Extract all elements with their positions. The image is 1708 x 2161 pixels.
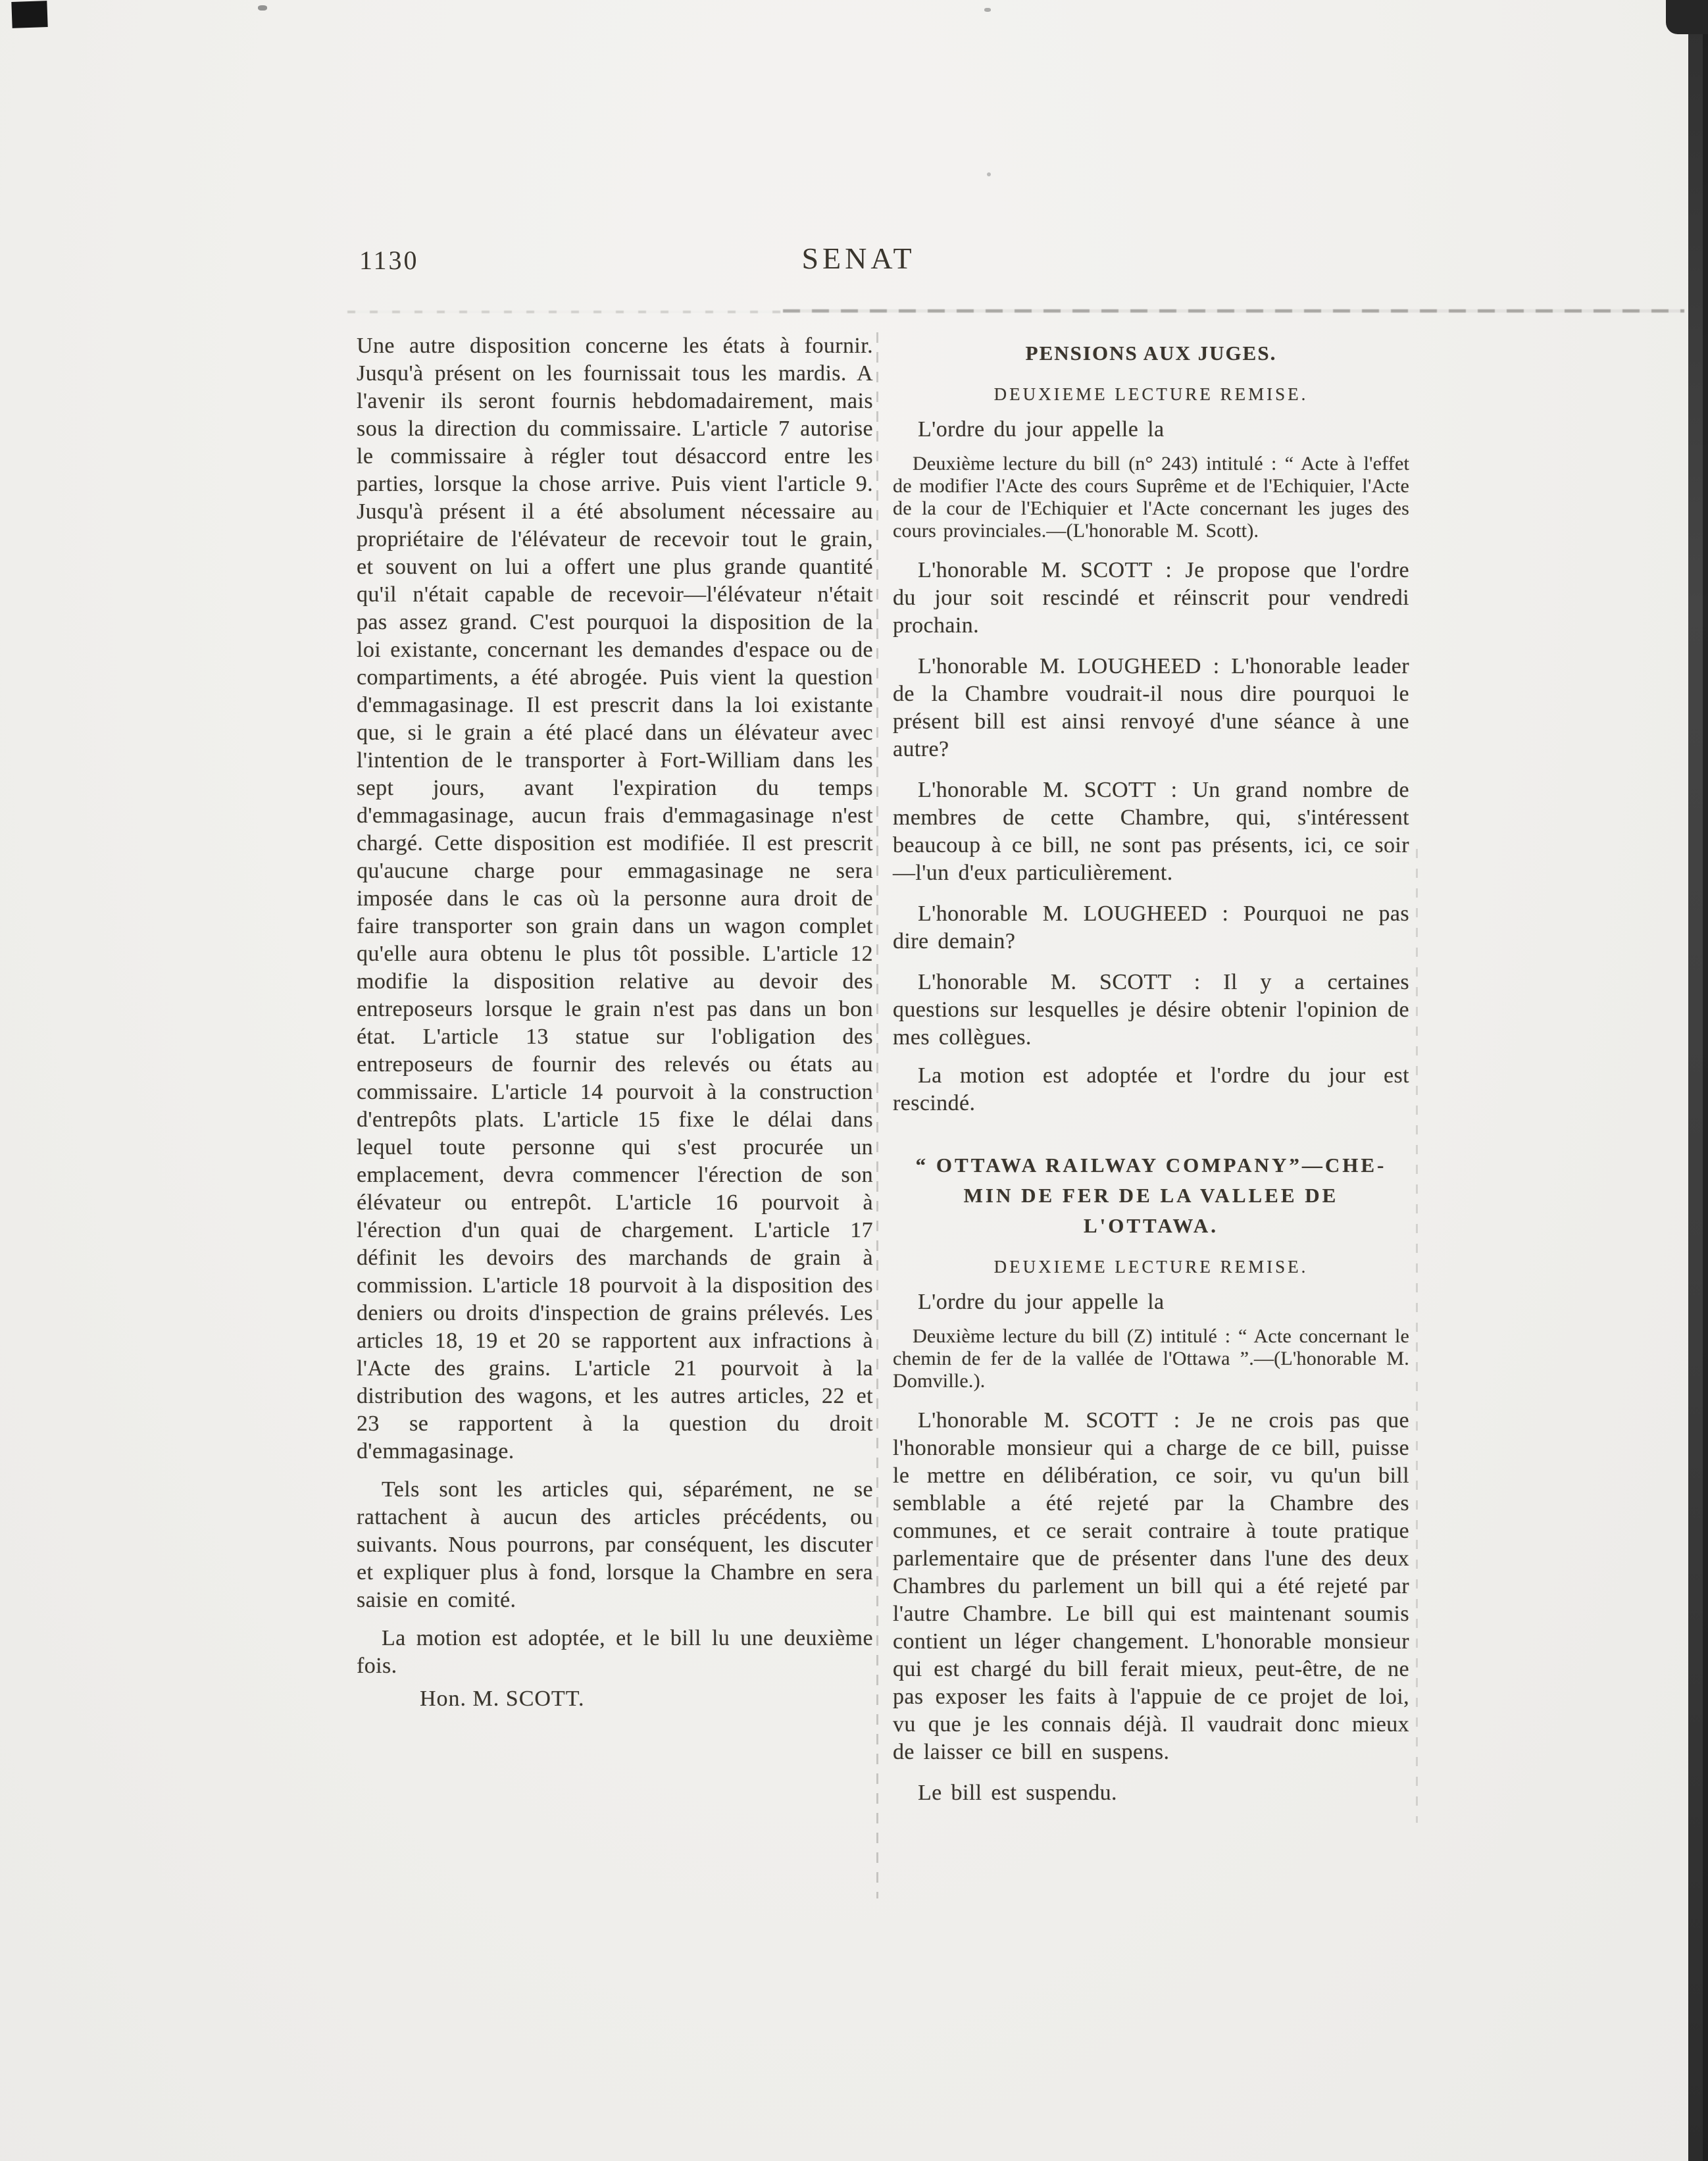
scan-edge-strip [1688, 0, 1708, 2161]
section-title-line: L'OTTAWA. [1083, 1214, 1219, 1237]
paragraph: L'ordre du jour appelle la [918, 1290, 1165, 1314]
paragraph: L'honorable M. LOUGHEED : Pourquoi ne pas dire demain? [893, 902, 1409, 953]
scan-speck [987, 172, 991, 176]
paragraph: L'ordre du jour appelle la [918, 417, 1165, 442]
scan-speck [984, 8, 991, 12]
scan-speck [258, 5, 267, 11]
bill-note: Deuxième lecture du bill (Z) intitulé : “ Acte concernant le chemin de fer de la vallée de l'Ottawa ”.—(L'honorable M. Domville.). [893, 1325, 1409, 1392]
paragraph: La motion est adoptée et l'ordre du jour est rescindé. [893, 1063, 1409, 1115]
paragraph: Une autre disposition concerne les états à fournir. Jusqu'à présent on les fournissait tous les mardis. A l'avenir ils seront fournis hebdomadairement, mais sous la direction du commissaire. L'article 7 autorise le commissaire à régler tout désaccord entre les parties, lorsque la chose arrive. Puis vient l'article 9. Jusqu'à présent il a été absolument nécessaire au propriétaire de l'élévateur de recevoir tout le grain, et souvent on lui a offert une plus grande quantité qu'il n'était capable de recevoir—l'élévateur n'était pas assez grand. C'est pourquoi la disposition de la loi existante, concernant les demandes d'espace ou de compartiments, a été abrogée. Puis vient la question d'emmagasinage. Il est prescrit dans la loi existante que, si le grain a été placé dans un élévateur avec l'intention de le transporter à Fort-William dans les sept jours, avant l'expiration du temps d'emmagasinage, aucun frais d'emmagasinage n'est chargé. Cette disposition est modifiée. Il est prescrit qu'aucune charge pour emmagasinage ne sera imposée dans le cas où la personne aura droit de faire transporter son grain dans un wagon complet qu'elle aura obtenu le plus tôt possible. L'article 12 modifie la disposition relative au devoir des entreposeurs lorsque le grain n'est pas dans un bon état. L'article 13 statue sur l'obligation des entreposeurs de fournir des relevés ou états au commissaire. L'article 14 pourvoit à la construction d'entrepôts plats. L'article 15 fixe le délai dans lequel toute personne qui s'est procurée un emplacement, devra commencer l'érection de son élévateur ou entrepôt. L'article 16 pourvoit à l'érection d'un quai de chargement. L'article 17 définit les devoirs des marchands de grain à commission. L'article 18 pourvoit à la disposition des deniers ou droits d'inspection de grains prélevés. Les articles 18, 19 et 20 se rapportent aux infractions à l'Acte des grains. L'article 21 pourvoit à la distribution des wagons, et les autres articles, 22 et 23 se rapportent à la question du droit d'emmagasinage. [357, 334, 873, 1463]
paragraph: L'honorable M. SCOTT : Un grand nombre de membres de cette Chambre, qui, s'intéressent beaucoup à ce bill, ne sont pas présents, ici, ce soir—l'un d'eux particulièrement. [893, 778, 1409, 885]
page-number: 1130 [359, 245, 419, 275]
running-title: SENAT [801, 242, 916, 275]
signature: Hon. M. SCOTT. [420, 1687, 585, 1711]
text-columns [357, 329, 1409, 1807]
header-rule-right [783, 309, 1684, 313]
paragraph: Le bill est suspendu. [918, 1781, 1117, 1805]
paragraph: L'honorable M. SCOTT : Il y a certaines questions sur lesquelles je désire obtenir l'opinion de mes collègues. [893, 970, 1409, 1050]
left-column [357, 329, 873, 1807]
header-rule-left [347, 311, 782, 313]
paragraph: Tels sont les articles qui, séparément, ne se rattachent à aucun des articles précédents, ou suivants. Nous pourrons, par conséquent, les discuter et expliquer plus à fond, lorsque la Chambre en sera saisie en comité. [357, 1477, 873, 1612]
right-margin-divider [1416, 849, 1418, 1823]
section-subtitle: DEUXIEME LECTURE REMISE. [993, 384, 1309, 404]
paragraph: L'honorable M. SCOTT : Je propose que l'ordre du jour soit rescindé et réinscrit pour vendredi prochain. [893, 558, 1409, 638]
paragraph: L'honorable M. LOUGHEED : L'honorable leader de la Chambre voudrait-il nous dire pourquoi le présent bill est ainsi renvoyé d'une séance à une autre? [893, 654, 1409, 761]
section-subtitle: DEUXIEME LECTURE REMISE. [993, 1257, 1309, 1277]
section-title-line: MIN DE FER DE LA VALLEE DE [963, 1184, 1339, 1207]
scan-corner-mark-top-left [11, 1, 47, 28]
bill-note: Deuxième lecture du bill (n° 243) intitulé : “ Acte à l'effet de modifier l'Acte des cours Suprême et de l'Echiquier, l'Acte de la cour de l'Echiquier et l'Acte concernant les juges des cours provinciales.—(L'honorable M. Scott). [893, 453, 1409, 542]
scan-corner-mark-top-right [1666, 0, 1708, 34]
paragraph: La motion est adoptée, et le bill lu une deuxième fois. [357, 1626, 873, 1678]
paragraph: L'honorable M. SCOTT : Je ne crois pas que l'honorable monsieur qui a charge de ce bill, puisse le mettre en délibération, ce soir, vu qu'un bill semblable a été rejeté par la Chambre des communes, et ce serait contraire à toute pratique parlementaire que de présenter dans l'une des deux Chambres du parlement un bill qui a été rejeté par l'autre Chambre. Le bill qui est maintenant soumis contient un léger changement. L'honorable monsieur qui est chargé du bill ferait mieux, peut-être, de ne pas exposer les faits à l'appuie de ce projet de loi, vu que je les connais déjà. Il vaudrait donc mieux de laisser ce bill en suspens. [893, 1408, 1409, 1764]
section-title: PENSIONS AUX JUGES. [1025, 342, 1277, 365]
section-title-line: “ OTTAWA RAILWAY COMPANY”—CHE- [915, 1154, 1387, 1177]
scan-edge-strip-dark [1703, 0, 1708, 2161]
right-column [893, 329, 1409, 1807]
